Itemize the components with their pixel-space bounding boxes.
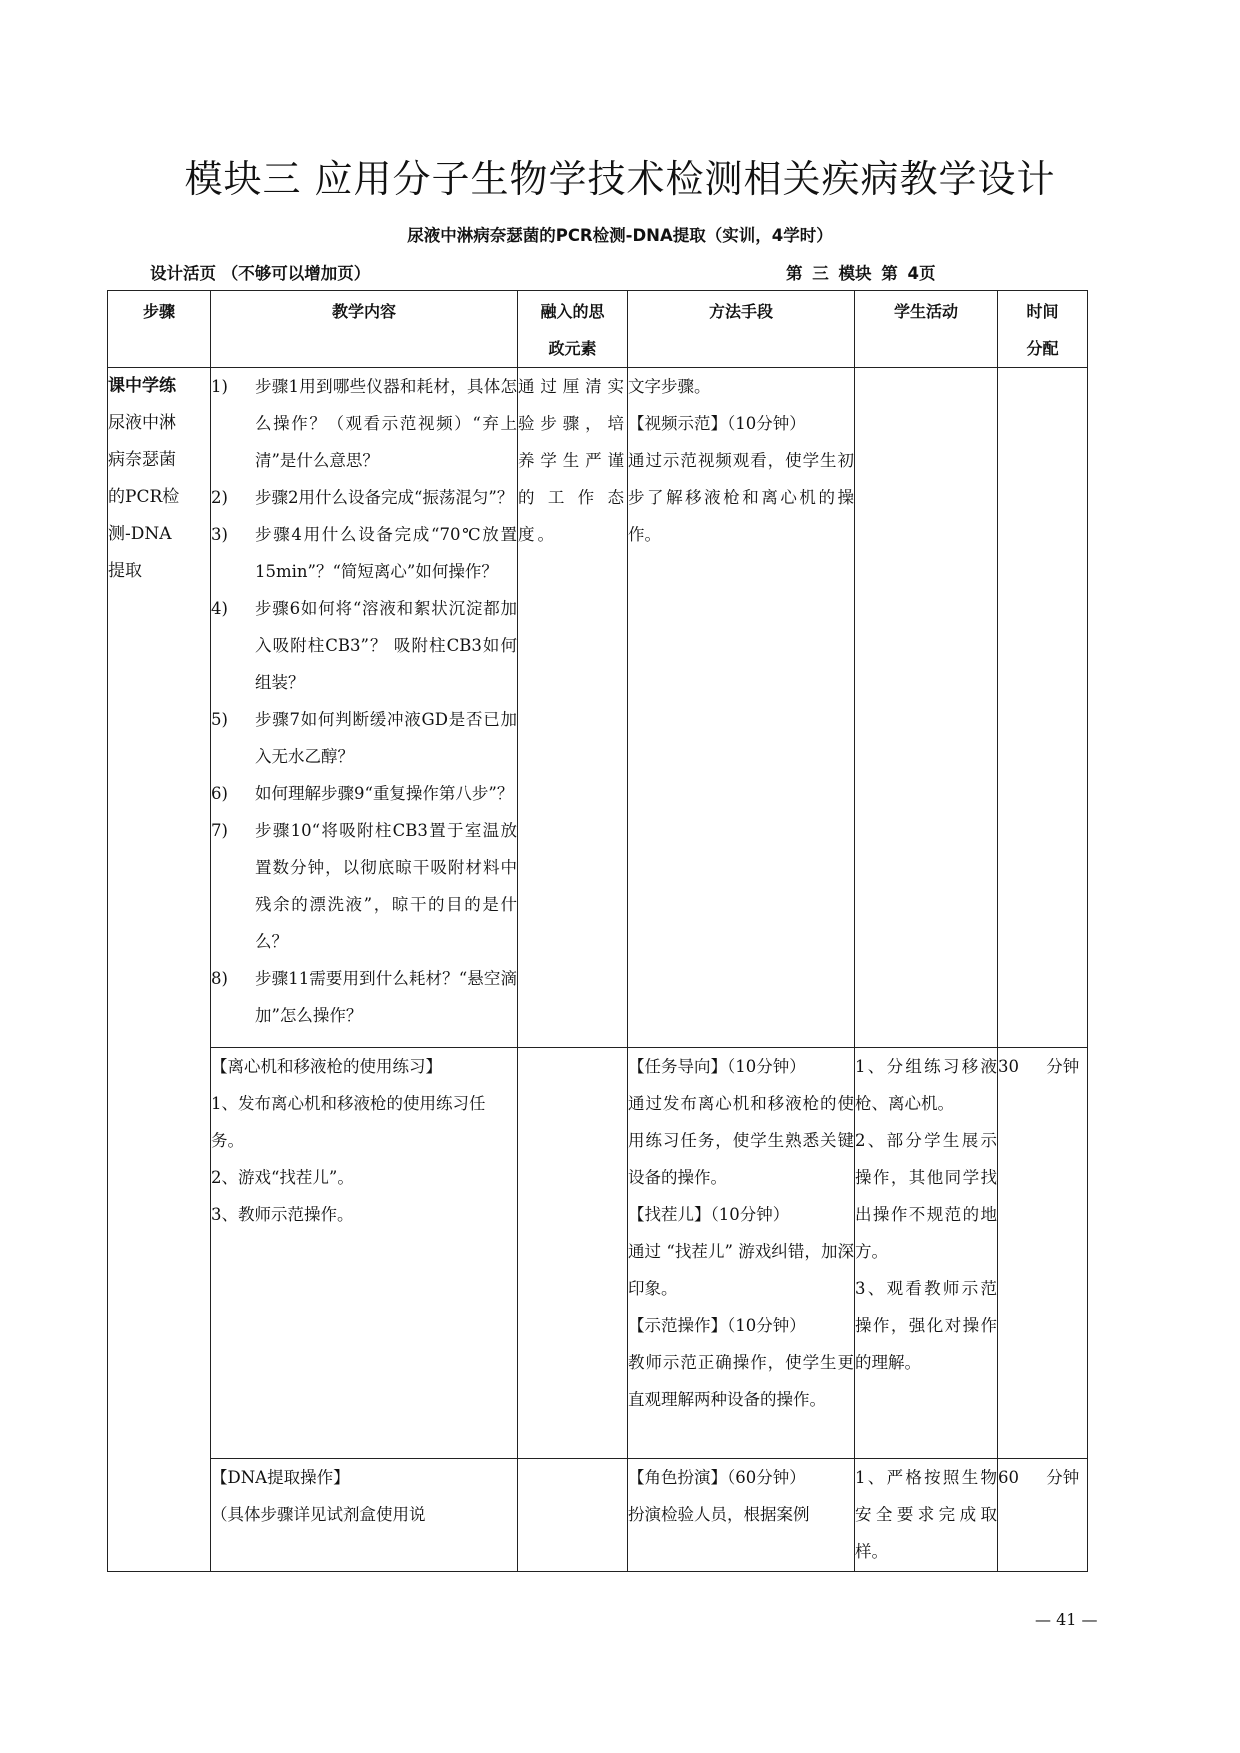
list-item: 2) 步骤2用什么设备完成“振荡混匀”？ — [211, 488, 514, 507]
module-page-label: 第 三 模块 第 4页 — [786, 264, 936, 283]
method-line: 通过发布离心机和移液枪的使用练习任务，使学生熟悉关键设备的操作。 — [628, 1094, 854, 1187]
header-time-line1: 时间 — [1026, 302, 1059, 321]
activity-line: 1、分组练习移液枪、离心机。 — [855, 1057, 997, 1113]
activity-cell — [855, 1459, 998, 1572]
content-line: 3、教师示范操作。 — [211, 1205, 354, 1224]
method-cell — [628, 1048, 855, 1459]
question-list — [211, 368, 517, 1034]
step-topic: 尿液中淋病奈瑟菌的PCR检测-DNA提取 — [108, 413, 180, 581]
content-line: 【DNA提取操作】 — [211, 1468, 350, 1487]
method-line: 【角色扮演】（60分钟） — [628, 1468, 806, 1487]
method-line: 通过 “找茬儿” 游戏纠错，加深印象。 — [628, 1242, 854, 1298]
header-method: 方法手段 — [628, 291, 855, 368]
list-item: 3) 步骤4用什么设备完成“70℃放置15min”？“简短离心”如何操作？ — [211, 525, 517, 581]
time-cell — [998, 368, 1088, 1048]
activity-cell — [855, 1048, 998, 1459]
content-cell — [211, 1048, 518, 1459]
method-cell — [628, 1459, 855, 1572]
header-time — [998, 291, 1088, 368]
list-item: 8) 步骤11需要用到什么耗材？“悬空滴加”怎么操作？ — [211, 969, 517, 1025]
content-line: 2、游戏“找茬儿”。 — [211, 1168, 354, 1187]
page-number: — 41 — — [1035, 1610, 1098, 1629]
header-ideology-line2: 政元素 — [548, 339, 597, 358]
table-row — [108, 1459, 1088, 1572]
content-line: 1、发布离心机和移液枪的使用练习任务。 — [211, 1094, 486, 1150]
header-content: 教学内容 — [211, 291, 518, 368]
method-line: 【视频示范】（10分钟） — [628, 414, 806, 433]
design-page-label: 设计活页 （不够可以增加页） — [150, 264, 371, 283]
content-cell — [211, 1459, 518, 1572]
method-line: 扮演检验人员，根据案例 — [628, 1505, 810, 1524]
ideology-cell — [518, 1048, 628, 1459]
list-item: 1) 步骤1用到哪些仪器和耗材，具体怎么操作？（观看示范视频）“弃上清”是什么意思？ — [211, 377, 517, 470]
method-line: 【任务导向】（10分钟） — [628, 1057, 806, 1076]
method-line: 教师示范正确操作，使学生更直观理解两种设备的操作。 — [628, 1353, 854, 1409]
list-item: 6) 如何理解步骤9“重复操作第八步”？ — [211, 784, 514, 803]
method-line: 【示范操作】（10分钟） — [628, 1316, 806, 1335]
page-subtitle: 尿液中淋病奈瑟菌的PCR检测-DNA提取（实训，4学时） — [407, 226, 833, 245]
header-ideology-line1: 融入的思 — [540, 302, 605, 321]
list-item: 7) 步骤10“将吸附柱CB3置于室温放置数分钟，以彻底晾干吸附材料中残余的漂洗液”，晾干的目的是什么？ — [211, 821, 517, 951]
list-item: 5) 步骤7如何判断缓冲液GD是否已加入无水乙醇？ — [211, 710, 517, 766]
content-line: （具体步骤详见试剂盒使用说 — [211, 1505, 426, 1524]
activity-line: 3、观看教师示范操作，强化对操作的理解。 — [855, 1279, 997, 1372]
content-line: 【离心机和移液枪的使用练习】 — [211, 1057, 442, 1076]
table-row — [108, 368, 1088, 1048]
step-cell — [108, 368, 211, 1572]
header-step: 步骤 — [108, 291, 211, 368]
ideology-cell — [518, 1459, 628, 1572]
activity-line: 1、严格按照生物安全要求完成取样。 — [855, 1468, 997, 1561]
step-stage-label: 课中学练 — [108, 376, 176, 396]
method-line: 通过示范视频观看，使学生初步了解移液枪和离心机的操作。 — [628, 451, 854, 544]
table-row — [108, 1048, 1088, 1459]
activity-line: 2、部分学生展示操作，其他同学找出操作不规范的地方。 — [855, 1131, 997, 1261]
page-title: 模块三 应用分子生物学技术检测相关疾病教学设计 — [184, 157, 1056, 201]
content-cell — [211, 368, 518, 1048]
activity-cell — [855, 368, 998, 1048]
list-item: 4) 步骤6如何将“溶液和絮状沉淀都加入吸附柱CB3”？ 吸附柱CB3如何组装？ — [211, 599, 517, 692]
header-ideology — [518, 291, 628, 368]
method-line: 文字步骤。 — [628, 377, 711, 396]
method-cell — [628, 368, 855, 1048]
header-time-line2: 分配 — [1026, 339, 1059, 358]
ideology-cell: 通过厘清实验步骤，培养学生严谨的工作态度。 — [518, 368, 628, 1048]
header-activity: 学生活动 — [855, 291, 998, 368]
method-line: 【找茬儿】（10分钟） — [628, 1205, 790, 1224]
time-cell: 30 分钟 — [998, 1048, 1088, 1459]
time-cell: 60 分钟 — [998, 1459, 1088, 1572]
lesson-plan-table — [107, 290, 1088, 1572]
header-row — [108, 291, 1088, 368]
